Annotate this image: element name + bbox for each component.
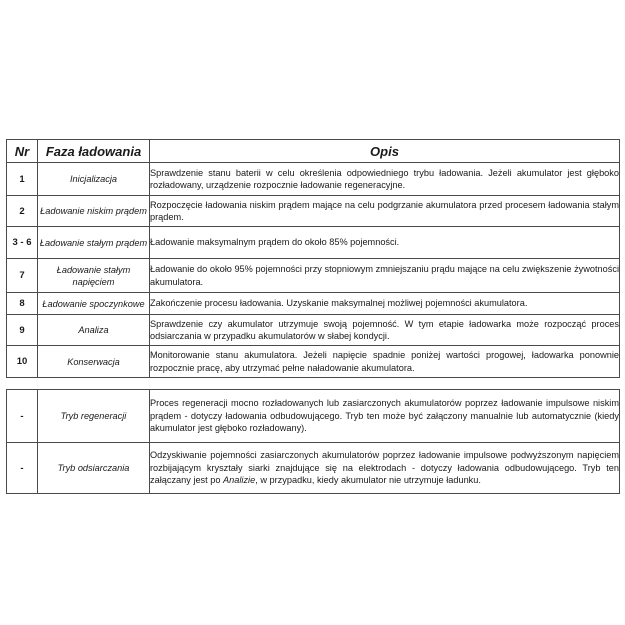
phase-name: Konserwacja xyxy=(38,346,150,378)
mode-description-part: Odzyskiwanie pojemności zasiarczonych akumulatorów poprzez ładowanie impulsowe podwyższonym napięciem rozbijającym kryształy siarki znajdujące się na elektrodach - dotyczy ładowania odbudowującego. Tryb ten załączany jest po xyxy=(150,450,619,486)
table-row xyxy=(7,315,620,346)
table-row xyxy=(7,227,620,259)
phase-description: Ładowanie do około 95% pojemności przy stopniowym zmniejszaniu prądu mające na celu zwiększenie żywotności akumulatora. xyxy=(150,259,620,293)
phase-name: Ładowanie stałym napięciem xyxy=(38,259,150,293)
phase-name: Analiza xyxy=(38,315,150,346)
phase-name: Inicjalizacja xyxy=(38,163,150,196)
header-faza: Faza ładowania xyxy=(38,140,150,163)
mode-nr: - xyxy=(7,390,38,443)
mode-nr: - xyxy=(7,443,38,494)
special-modes-table xyxy=(6,389,620,494)
phase-description: Monitorowanie stanu akumulatora. Jeżeli napięcie spadnie poniżej wartości progowej, ładowarka ponownie rozpocznie pracę, aby utrzymać pełne naładowanie akumulatora. xyxy=(150,346,620,378)
table-row xyxy=(7,293,620,315)
phase-nr: 8 xyxy=(7,293,38,315)
phase-nr: 7 xyxy=(7,259,38,293)
phase-name: Ładowanie spoczynkowe xyxy=(38,293,150,315)
phase-name: Ładowanie stałym prądem xyxy=(38,227,150,259)
mode-name: Tryb odsiarczania xyxy=(38,443,150,494)
header-opis: Opis xyxy=(150,140,620,163)
phase-name: Ładowanie niskim prądem xyxy=(38,196,150,227)
mode-description-emphasis: Analizie xyxy=(223,475,256,486)
phase-description: Sprawdzenie stanu baterii w celu określenia odpowiedniego trybu ładowania. Jeżeli akumulator jest głęboko rozładowany, urządzenie rozpocznie ładowanie regeneracyjne. xyxy=(150,163,620,196)
phase-nr: 10 xyxy=(7,346,38,378)
mode-description: Proces regeneracji mocno rozładowanych lub zasiarczonych akumulatorów poprzez ładowanie impulsowe niskim prądem - dotyczy ładowania odbudowującego. Tryb ten może być załączony manualnie lub automatycznie (kiedy akumulator jest głęboko rozładowany). xyxy=(150,390,620,443)
phase-description: Sprawdzenie czy akumulator utrzymuje swoją pojemność. W tym etapie ładowarka może rozpocząć proces odsiarczania w przypadku akumulatorów w słabej kondycji. xyxy=(150,315,620,346)
table-row xyxy=(7,346,620,378)
table-row xyxy=(7,163,620,196)
mode-name: Tryb regeneracji xyxy=(38,390,150,443)
table-row xyxy=(7,443,620,494)
header-nr: Nr xyxy=(7,140,38,163)
phase-description: Zakończenie procesu ładowania. Uzyskanie maksymalnej możliwej pojemności akumulatora. xyxy=(150,293,620,315)
phase-nr: 3 - 6 xyxy=(7,227,38,259)
mode-description xyxy=(150,443,620,494)
charging-phases-table xyxy=(6,139,620,378)
table-row xyxy=(7,390,620,443)
phase-nr: 2 xyxy=(7,196,38,227)
mode-description-part: , w przypadku, kiedy akumulator nie utrzymuje ładunku. xyxy=(255,475,481,486)
phase-nr: 1 xyxy=(7,163,38,196)
table-row xyxy=(7,196,620,227)
phase-description: Rozpoczęcie ładowania niskim prądem mające na celu podgrzanie akumulatora przed procesem ładowania stałym prądem. xyxy=(150,196,620,227)
phase-description: Ładowanie maksymalnym prądem do około 85% pojemności. xyxy=(150,227,620,259)
table-row xyxy=(7,259,620,293)
phase-nr: 9 xyxy=(7,315,38,346)
header-row xyxy=(7,140,620,163)
